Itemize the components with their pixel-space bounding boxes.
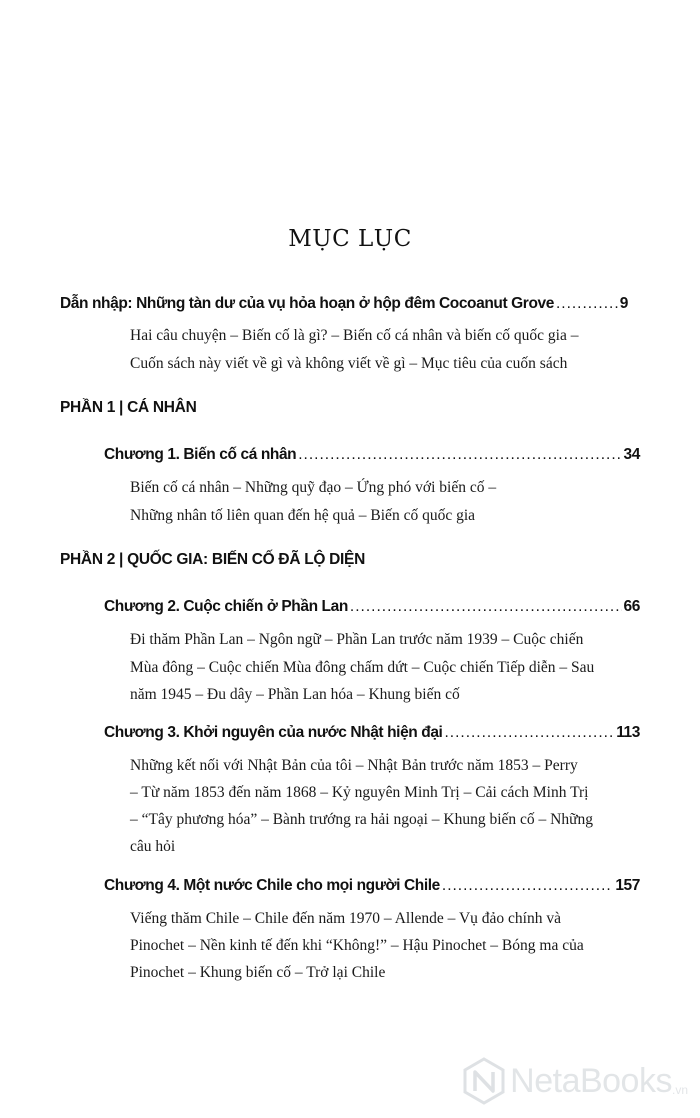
part-heading: PHẦN 2 | QUỐC GIA: BIẾN CỐ ĐÃ LỘ DIỆN <box>60 551 365 568</box>
dot-leader <box>556 295 618 313</box>
toc-subtopics-line: Viếng thăm Chile – Chile đến năm 1970 – Allende – Vụ đảo chính và <box>130 910 561 927</box>
toc-entry-label: Chương 3. Khởi nguyên của nước Nhật hiện đại <box>104 724 443 741</box>
toc-entry-chapter-3[interactable] <box>104 724 640 742</box>
toc-subtopics-line: Những nhân tố liên quan đến hệ quả – Biến cố quốc gia <box>130 507 476 524</box>
netabooks-logo-icon <box>462 1057 506 1105</box>
toc-subtopics-line: Pinochet – Khung biến cố – Trở lại Chile <box>130 964 386 981</box>
toc-subtopics-line: – “Tây phương hóa” – Bành trướng ra hải ngoại – Khung biến cố – Những <box>130 811 594 828</box>
toc-page-number: 113 <box>616 724 640 741</box>
toc-entry-label: Chương 4. Một nước Chile cho mọi người Chile <box>104 877 440 894</box>
toc-subtopics-line: năm 1945 – Đu dây – Phần Lan hóa – Khung biến cố <box>130 686 460 703</box>
toc-entry-intro[interactable] <box>60 295 628 313</box>
watermark-domain-suffix: .vn <box>671 1083 688 1097</box>
toc-subtopics-line: Những kết nối với Nhật Bản của tôi – Nhật Bản trước năm 1853 – Perry <box>130 757 578 774</box>
toc-subtopics-line: Mùa đông – Cuộc chiến Mùa đông chấm dứt – Cuộc chiến Tiếp diễn – Sau <box>130 659 595 676</box>
page-title: MỤC LỤC <box>288 226 412 252</box>
toc-subtopics-line: Đi thăm Phần Lan – Ngôn ngữ – Phần Lan trước năm 1939 – Cuộc chiến <box>130 631 584 648</box>
toc-subtopics-line: Hai câu chuyện – Biến cố là gì? – Biến cố cá nhân và biến cố quốc gia – <box>130 327 579 344</box>
toc-entry-label: Dẫn nhập: Những tàn dư của vụ hỏa hoạn ở hộp đêm Cocoanut Grove <box>60 295 554 312</box>
toc-entry-label: Chương 1. Biến cố cá nhân <box>104 446 297 463</box>
toc-subtopics-line: – Từ năm 1853 đến năm 1868 – Kỷ nguyên Minh Trị – Cải cách Minh Trị <box>130 784 589 801</box>
toc-subtopics-line: Biến cố cá nhân – Những quỹ đạo – Ứng phó với biến cố – <box>130 479 497 496</box>
dot-leader <box>442 877 613 895</box>
dot-leader <box>350 598 622 616</box>
part-heading: PHẦN 1 | CÁ NHÂN <box>60 399 197 416</box>
dot-leader <box>298 446 621 464</box>
toc-page-number: 9 <box>619 295 628 312</box>
toc-entry-chapter-2[interactable] <box>104 598 640 616</box>
toc-page-number: 66 <box>623 598 640 615</box>
toc-page-number: 34 <box>623 446 640 463</box>
toc-entry-chapter-4[interactable] <box>104 877 640 895</box>
watermark-brand-text: NetaBooks <box>510 1061 672 1100</box>
toc-entry-label: Chương 2. Cuộc chiến ở Phần Lan <box>104 598 348 615</box>
toc-entry-chapter-1[interactable] <box>104 446 640 464</box>
toc-subtopics-line: câu hỏi <box>130 838 176 855</box>
toc-subtopics-line: Pinochet – Nền kinh tế đến khi “Không!” – Hậu Pinochet – Bóng ma của <box>130 937 584 954</box>
dot-leader <box>444 724 614 742</box>
netabooks-watermark <box>462 1056 688 1106</box>
toc-subtopics-line: Cuốn sách này viết về gì và không viết về gì – Mục tiêu của cuốn sách <box>130 355 568 372</box>
toc-page-number: 157 <box>615 877 640 894</box>
